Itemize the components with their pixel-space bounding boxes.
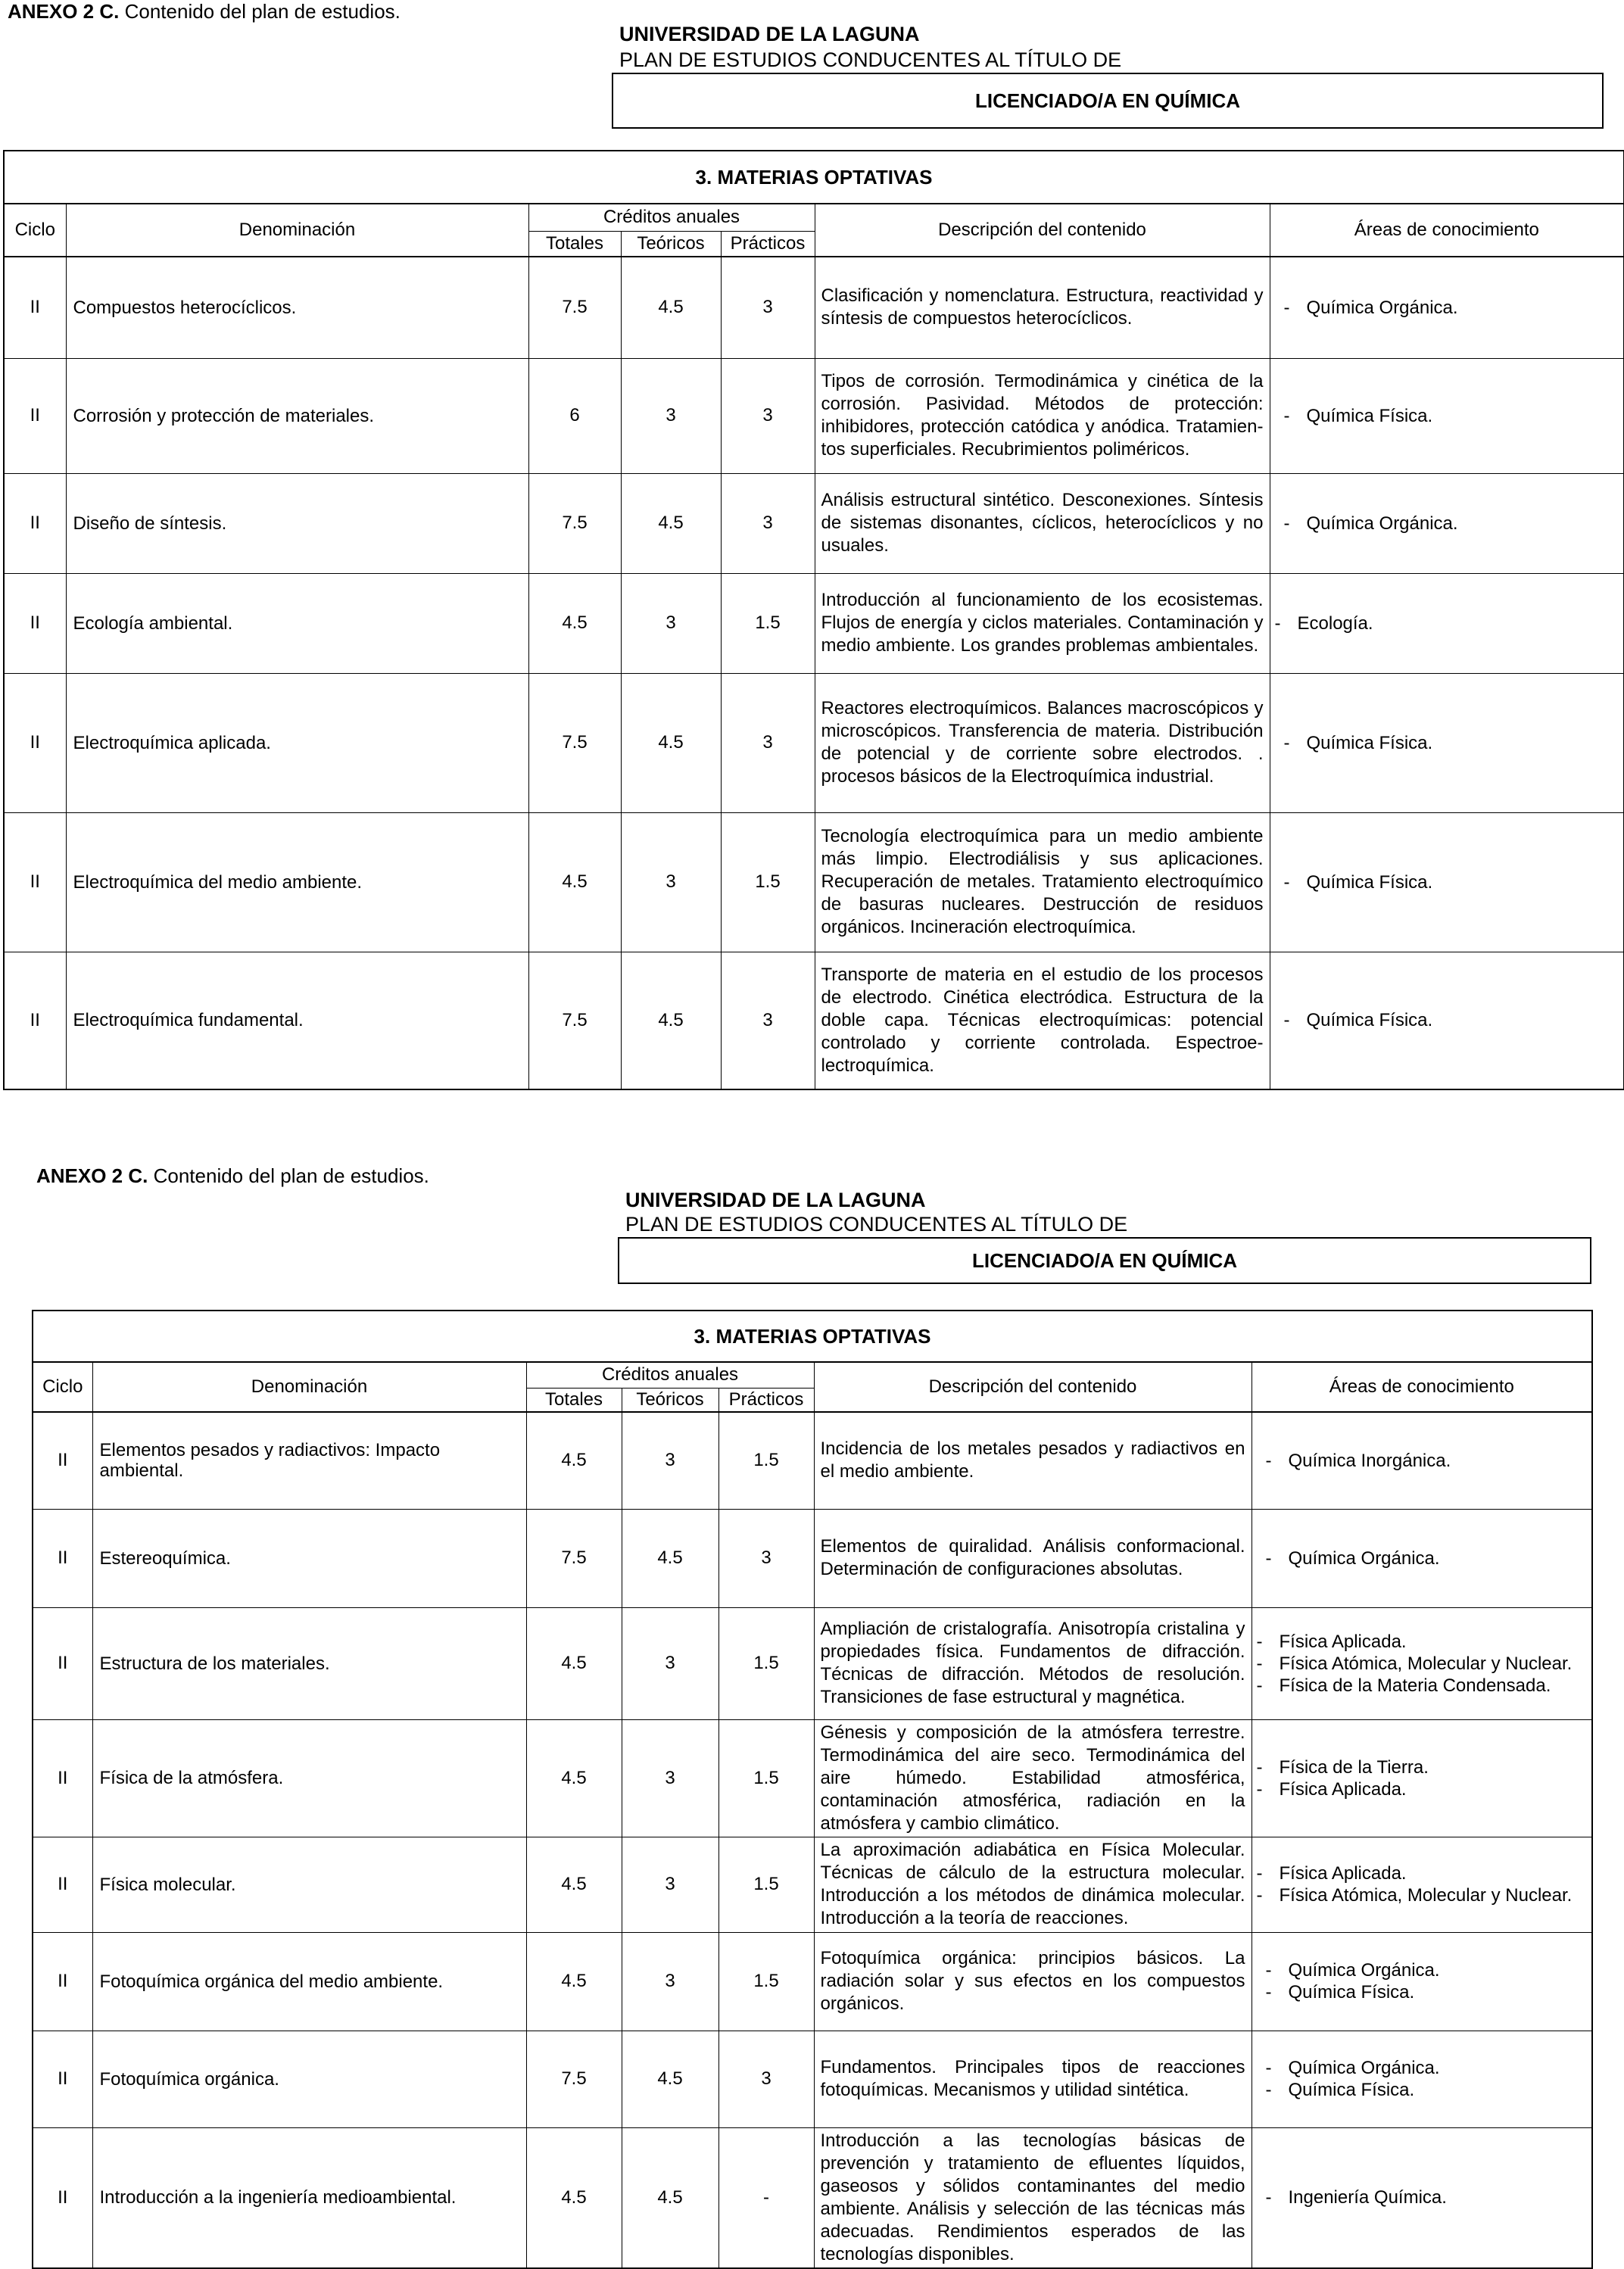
teoricos-cell: 3 <box>622 1719 718 1837</box>
annex-heading <box>8 0 401 23</box>
col-header-teoricos: Teóricos <box>622 1388 718 1412</box>
totales-cell: 4.5 <box>526 2127 622 2268</box>
area-item: - Ingeniería Química. <box>1266 2186 1592 2208</box>
denominacion-cell: Compuestos heterocíclicos. <box>66 257 528 358</box>
area-item: - Química Física. <box>1284 1009 1624 1031</box>
teoricos-cell: 3 <box>622 1932 718 2031</box>
areas-cell <box>1270 257 1624 358</box>
totales-cell: 4.5 <box>526 1837 622 1932</box>
areas-cell <box>1270 473 1624 573</box>
col-header-practicos: Prácticos <box>721 231 815 257</box>
descripcion-cell: Transporte de materia en el estudio de los procesos de electrodo. Cinética electródica. Estructura de la doble capa. Técnicas electroquímicas: potencial controlado y corriente controlada. Espectroe-lectroquímica. <box>815 952 1270 1089</box>
area-item: - Química Orgánica. <box>1266 1959 1592 1981</box>
col-header-totales: Totales <box>526 1388 622 1412</box>
denominacion-cell: Corrosión y protección de materiales. <box>66 358 528 473</box>
teoricos-cell: 4.5 <box>621 257 721 358</box>
practicos-cell: 1.5 <box>721 573 815 673</box>
col-header-creditos: Créditos anuales <box>526 1362 814 1388</box>
ciclo-cell: II <box>33 1509 92 1607</box>
col-header-descripcion: Descripción del contenido <box>814 1362 1252 1412</box>
areas-cell <box>1270 573 1624 673</box>
totales-cell: 4.5 <box>528 573 621 673</box>
practicos-cell: 3 <box>718 1509 814 1607</box>
totales-cell: 7.5 <box>528 257 621 358</box>
practicos-cell: 1.5 <box>718 1837 814 1932</box>
table-row <box>4 673 1624 812</box>
ciclo-cell: II <box>4 952 66 1089</box>
totales-cell: 4.5 <box>526 1412 622 1509</box>
table-row <box>33 2127 1592 2268</box>
section-title: 3. MATERIAS OPTATIVAS <box>33 1311 1592 1362</box>
teoricos-cell: 3 <box>622 1837 718 1932</box>
ciclo-cell: II <box>4 812 66 952</box>
teoricos-cell: 4.5 <box>621 952 721 1089</box>
descripcion-cell: Fundamentos. Principales tipos de reacciones fotoquímicas. Mecanismos y utilidad sintética. <box>814 2031 1252 2127</box>
ciclo-cell: II <box>33 2127 92 2268</box>
teoricos-cell: 4.5 <box>622 1509 718 1607</box>
descripcion-cell: Introducción al funcionamiento de los ecosistemas. Flujos de energía y ciclos materiales. Contaminación y medio ambiente. Los grandes problemas ambientales. <box>815 573 1270 673</box>
annex-text: Contenido del plan de estudios. <box>153 1164 429 1187</box>
denominacion-cell: Diseño de síntesis. <box>66 473 528 573</box>
table-row <box>4 257 1624 358</box>
table-row <box>33 1932 1592 2031</box>
descripcion-cell: Fotoquímica orgánica: principios básicos. La radiación solar y sus efectos en los compuestos orgánicos. <box>814 1932 1252 2031</box>
totales-cell: 4.5 <box>526 1607 622 1719</box>
totales-cell: 7.5 <box>526 1509 622 1607</box>
denominacion-cell: Ecología ambiental. <box>66 573 528 673</box>
area-item: - Física Aplicada. <box>1257 1778 1592 1800</box>
ciclo-cell: II <box>33 1412 92 1509</box>
denominacion-cell: Electroquímica fundamental. <box>66 952 528 1089</box>
areas-cell <box>1270 358 1624 473</box>
denominacion-cell: Elementos pesados y radiactivos: Impacto ambiental. <box>92 1412 526 1509</box>
col-header-creditos: Créditos anuales <box>528 204 815 231</box>
col-header-teoricos: Teóricos <box>621 231 721 257</box>
ciclo-cell: II <box>33 1932 92 2031</box>
col-header-areas: Áreas de conocimiento <box>1270 204 1624 257</box>
area-item: - Física Atómica, Molecular y Nuclear. <box>1257 1884 1592 1906</box>
plan-title: PLAN DE ESTUDIOS CONDUCENTES AL TÍTULO DE <box>625 1213 1128 1236</box>
table-row <box>33 2031 1592 2127</box>
practicos-cell: - <box>718 2127 814 2268</box>
table-row <box>4 358 1624 473</box>
totales-cell: 4.5 <box>528 812 621 952</box>
denominacion-cell: Estereoquímica. <box>92 1509 526 1607</box>
descripcion-cell: Clasificación y nomenclatura. Estructura, reactividad y síntesis de compuestos heterocíclicos. <box>815 257 1270 358</box>
annex-text: Contenido del plan de estudios. <box>124 0 401 23</box>
col-header-denominacion: Denominación <box>92 1362 526 1412</box>
area-item: - Química Orgánica. <box>1266 1547 1592 1569</box>
areas-cell <box>1252 1412 1592 1509</box>
practicos-cell: 1.5 <box>718 1607 814 1719</box>
areas-cell <box>1252 2031 1592 2127</box>
table-row <box>33 1607 1592 1719</box>
area-item: - Química Orgánica. <box>1284 297 1624 319</box>
practicos-cell: 3 <box>721 952 815 1089</box>
plan-title: PLAN DE ESTUDIOS CONDUCENTES AL TÍTULO DE <box>619 48 1122 71</box>
area-item: - Física de la Tierra. <box>1257 1756 1592 1778</box>
totales-cell: 6 <box>528 358 621 473</box>
ciclo-cell: II <box>33 1837 92 1932</box>
areas-cell <box>1252 1932 1592 2031</box>
area-item: - Química Inorgánica. <box>1266 1450 1592 1472</box>
descripcion-cell: Ampliación de cristalografía. Anisotropía cristalina y propiedades física. Fundamentos de difracción. Técnicas de difracción. Métodos de resolución. Transiciones de fase estructural y magnética. <box>814 1607 1252 1719</box>
descripcion-cell: Elementos de quiralidad. Análisis conformacional. Determinación de configuraciones absolutas. <box>814 1509 1252 1607</box>
denominacion-cell: Física molecular. <box>92 1837 526 1932</box>
col-header-denominacion: Denominación <box>66 204 528 257</box>
descripcion-cell: Tipos de corrosión. Termodinámica y cinética de la corrosión. Pasividad. Métodos de protección: inhibidores, protección catódica y anódica. Tratamien-tos superficiales. Recubrimientos poliméricos. <box>815 358 1270 473</box>
denominacion-cell: Fotoquímica orgánica del medio ambiente. <box>92 1932 526 2031</box>
areas-cell <box>1252 1719 1592 1837</box>
ciclo-cell: II <box>4 673 66 812</box>
table-row <box>33 1509 1592 1607</box>
area-item: - Física de la Materia Condensada. <box>1257 1675 1592 1697</box>
practicos-cell: 3 <box>721 257 815 358</box>
totales-cell: 7.5 <box>526 2031 622 2127</box>
descripcion-cell: Tecnología electroquímica para un medio ambiente más limpio. Electrodiálisis y sus aplicaciones. Recuperación de metales. Tratamiento electroquímico de basuras nucleares. Destrucción de residuos orgánicos. Incineración electroquímica. <box>815 812 1270 952</box>
practicos-cell: 3 <box>721 673 815 812</box>
area-item: - Química Orgánica. <box>1266 2057 1592 2079</box>
area-item: - Física Aplicada. <box>1257 1862 1592 1884</box>
denominacion-cell: Electroquímica aplicada. <box>66 673 528 812</box>
teoricos-cell: 3 <box>622 1412 718 1509</box>
denominacion-cell: Física de la atmósfera. <box>92 1719 526 1837</box>
teoricos-cell: 4.5 <box>622 2031 718 2127</box>
table-row <box>4 573 1624 673</box>
areas-cell <box>1252 2127 1592 2268</box>
areas-cell <box>1270 812 1624 952</box>
ciclo-cell: II <box>4 573 66 673</box>
area-item: - Física Atómica, Molecular y Nuclear. <box>1257 1653 1592 1675</box>
table-row <box>33 1837 1592 1932</box>
table-row <box>4 473 1624 573</box>
denominacion-cell: Fotoquímica orgánica. <box>92 2031 526 2127</box>
degree-title: LICENCIADO/A EN QUÍMICA <box>618 1237 1591 1284</box>
area-item: - Química Física. <box>1284 405 1624 427</box>
denominacion-cell: Estructura de los materiales. <box>92 1607 526 1719</box>
areas-cell <box>1270 673 1624 812</box>
descripcion-cell: Introducción a las tecnologías básicas de prevención y tratamiento de efluentes líquidos, gaseosos y sólidos contaminantes del medio ambiente. Análisis y selección de las técnicas más adecuadas. Rendimientos esperados de las tecnologías disponibles. <box>814 2127 1252 2268</box>
col-header-ciclo: Ciclo <box>4 204 66 257</box>
table-row <box>4 952 1624 1089</box>
ciclo-cell: II <box>4 473 66 573</box>
col-header-ciclo: Ciclo <box>33 1362 92 1412</box>
teoricos-cell: 3 <box>621 812 721 952</box>
descripcion-cell: Reactores electroquímicos. Balances macroscópicos y microscópicos. Transferencia de materia. Distribución de potencial y de corriente sobre electrodos. . procesos básicos de la Electroquímica industrial. <box>815 673 1270 812</box>
practicos-cell: 1.5 <box>721 812 815 952</box>
university-name: UNIVERSIDAD DE LA LAGUNA <box>619 23 920 45</box>
practicos-cell: 3 <box>718 2031 814 2127</box>
ciclo-cell: II <box>4 358 66 473</box>
totales-cell: 7.5 <box>528 473 621 573</box>
area-item: - Química Orgánica. <box>1284 513 1624 535</box>
area-item: - Química Física. <box>1284 732 1624 754</box>
practicos-cell: 3 <box>721 358 815 473</box>
area-item: - Ecología. <box>1275 612 1624 634</box>
teoricos-cell: 3 <box>621 358 721 473</box>
section-title: 3. MATERIAS OPTATIVAS <box>4 151 1624 204</box>
areas-cell <box>1252 1509 1592 1607</box>
university-name: UNIVERSIDAD DE LA LAGUNA <box>625 1189 926 1211</box>
area-item: - Química Física. <box>1266 1981 1592 2003</box>
totales-cell: 4.5 <box>526 1719 622 1837</box>
area-item: - Química Física. <box>1266 2079 1592 2101</box>
teoricos-cell: 4.5 <box>621 473 721 573</box>
areas-cell <box>1252 1607 1592 1719</box>
ciclo-cell: II <box>33 1719 92 1837</box>
denominacion-cell: Electroquímica del medio ambiente. <box>66 812 528 952</box>
materias-table <box>32 1310 1593 2269</box>
teoricos-cell: 4.5 <box>622 2127 718 2268</box>
col-header-areas: Áreas de conocimiento <box>1252 1362 1592 1412</box>
annex-label: ANEXO 2 C. <box>36 1164 148 1187</box>
ciclo-cell: II <box>4 257 66 358</box>
degree-title: LICENCIADO/A EN QUÍMICA <box>612 73 1604 129</box>
table-row <box>33 1412 1592 1509</box>
descripcion-cell: Génesis y composición de la atmósfera terrestre. Termodinámica del aire seco. Termodinámica del aire húmedo. Estabilidad atmosférica, contaminación atmosférica, radiación en la atmósfera y cambio climático. <box>814 1719 1252 1837</box>
descripcion-cell: La aproximación adiabática en Física Molecular. Técnicas de cálculo de la estructura molecular. Introducción a los métodos de dinámica molecular. Introducción a la teoría de reacciones. <box>814 1837 1252 1932</box>
col-header-totales: Totales <box>528 231 621 257</box>
area-item: - Física Aplicada. <box>1257 1631 1592 1653</box>
table-row <box>33 1719 1592 1837</box>
areas-cell <box>1252 1837 1592 1932</box>
totales-cell: 7.5 <box>528 952 621 1089</box>
areas-cell <box>1270 952 1624 1089</box>
teoricos-cell: 4.5 <box>621 673 721 812</box>
descripcion-cell: Incidencia de los metales pesados y radiactivos en el medio ambiente. <box>814 1412 1252 1509</box>
totales-cell: 4.5 <box>526 1932 622 2031</box>
teoricos-cell: 3 <box>621 573 721 673</box>
materias-table <box>3 150 1624 1090</box>
descripcion-cell: Análisis estructural sintético. Desconexiones. Síntesis de sistemas disonantes, cíclicos, heterocíclicos y no usuales. <box>815 473 1270 573</box>
area-item: - Química Física. <box>1284 871 1624 893</box>
annex-label: ANEXO 2 C. <box>8 0 120 23</box>
col-header-practicos: Prácticos <box>718 1388 814 1412</box>
ciclo-cell: II <box>33 1607 92 1719</box>
denominacion-cell: Introducción a la ingeniería medioambiental. <box>92 2127 526 2268</box>
table-row <box>4 812 1624 952</box>
col-header-descripcion: Descripción del contenido <box>815 204 1270 257</box>
ciclo-cell: II <box>33 2031 92 2127</box>
practicos-cell: 1.5 <box>718 1932 814 2031</box>
practicos-cell: 3 <box>721 473 815 573</box>
practicos-cell: 1.5 <box>718 1412 814 1509</box>
practicos-cell: 1.5 <box>718 1719 814 1837</box>
totales-cell: 7.5 <box>528 673 621 812</box>
teoricos-cell: 3 <box>622 1607 718 1719</box>
annex-heading <box>36 1164 429 1188</box>
